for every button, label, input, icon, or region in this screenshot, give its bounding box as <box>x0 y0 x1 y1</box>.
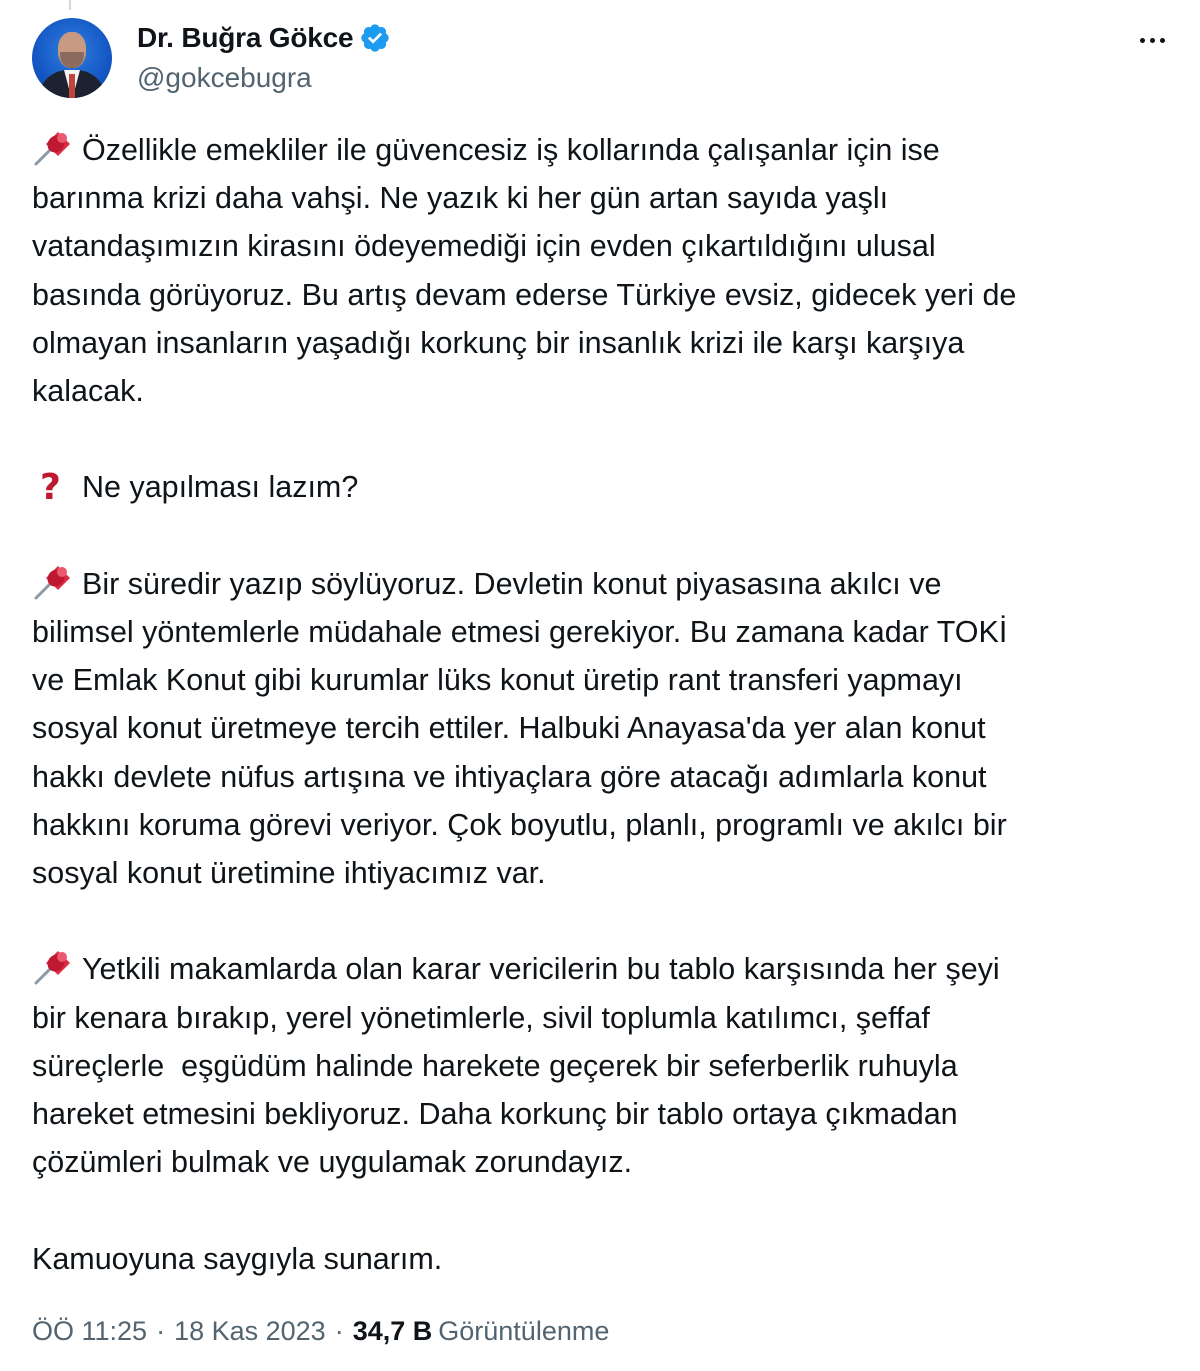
tweet-date: 18 Kas 2023 <box>174 1316 326 1346</box>
author-display-name[interactable]: Dr. Buğra Gökce <box>137 22 354 53</box>
question-mark-icon <box>32 467 72 503</box>
tweet-paragraph: Bir süredir yazıp söylüyoruz. Devletin konut piyasasına akılcı ve bilimsel yöntemlerle müdahale etmesi gerekiyor. Bu zamana kadar TOKİ ve Emlak Konut gibi kurumlar lüks konut üretip rant transferi yapmayı sosyal konut üretmeye tercih ettiler. Halbuki Anayasa'da yer alan konut hakkı devlete nüfus artışına ve ihtiyaçlara göre atacağı adımlarla konut hakkını koruma görevi veriyor. Çok boyutlu, planlı, programlı ve akılcı bir sosyal konut üretimine ihtiyacımız var. <box>32 560 1172 897</box>
author-handle[interactable]: @gokcebugra <box>137 62 312 93</box>
views-label[interactable]: Görüntülenme <box>438 1316 610 1346</box>
more-options-button[interactable] <box>1132 28 1172 52</box>
pushpin-icon <box>32 130 72 166</box>
tweet-time: ÖÖ 11:25 <box>32 1316 148 1346</box>
tweet-header <box>32 18 1172 100</box>
pushpin-icon <box>32 564 72 600</box>
tweet-paragraph: Özellikle emekliler ile güvencesiz iş kollarında çalışanlar için ise barınma krizi daha vahşi. Ne yazık ki her gün artan sayıda yaşlı vatandaşımızın kirasını ödeyemediği için evden çıkartıldığını ulusal basında görüyoruz. Bu artış devam ederse Türkiye evsiz, gidecek yeri de olmayan insanların yaşadığı korkunç bir insanlık krizi ile karşı karşıya kalacak. <box>32 126 1172 415</box>
author-name-row <box>137 22 391 54</box>
thread-connector-line <box>69 0 71 10</box>
tweet-paragraph: Kamuoyuna saygıyla sunarım. <box>32 1241 443 1276</box>
tweet-text <box>32 126 1172 1283</box>
avatar[interactable] <box>32 18 112 98</box>
verified-badge-icon[interactable] <box>359 22 391 54</box>
tweet-paragraph: ? Ne yapılması lazım? <box>32 463 1172 511</box>
pushpin-icon <box>32 949 72 985</box>
tweet-paragraph: Yetkili makamlarda olan karar vericilerin bu tablo karşısında her şeyi bir kenara bırakıp, yerel yönetimlerle, sivil toplumla katılımcı, şeffaf süreçlerle eşgüdüm halinde harekete geçerek bir seferberlik ruhuyla hareket etmesini bekliyoruz. Daha korkunç bir tablo ortaya çıkmadan çözümleri bulmak ve uygulamak zorundayız. <box>32 945 1172 1186</box>
svg-text:?: ? <box>40 467 61 504</box>
views-count[interactable]: 34,7 B <box>352 1316 433 1346</box>
more-horizontal-icon <box>1140 38 1145 43</box>
tweet-metadata: ÖÖ 11:25 · 18 Kas 2023 · 34,7 B Görüntülenme <box>32 1316 610 1346</box>
tweet-timestamp-link[interactable]: ÖÖ 11:25 · 18 Kas 2023 <box>32 1316 326 1346</box>
